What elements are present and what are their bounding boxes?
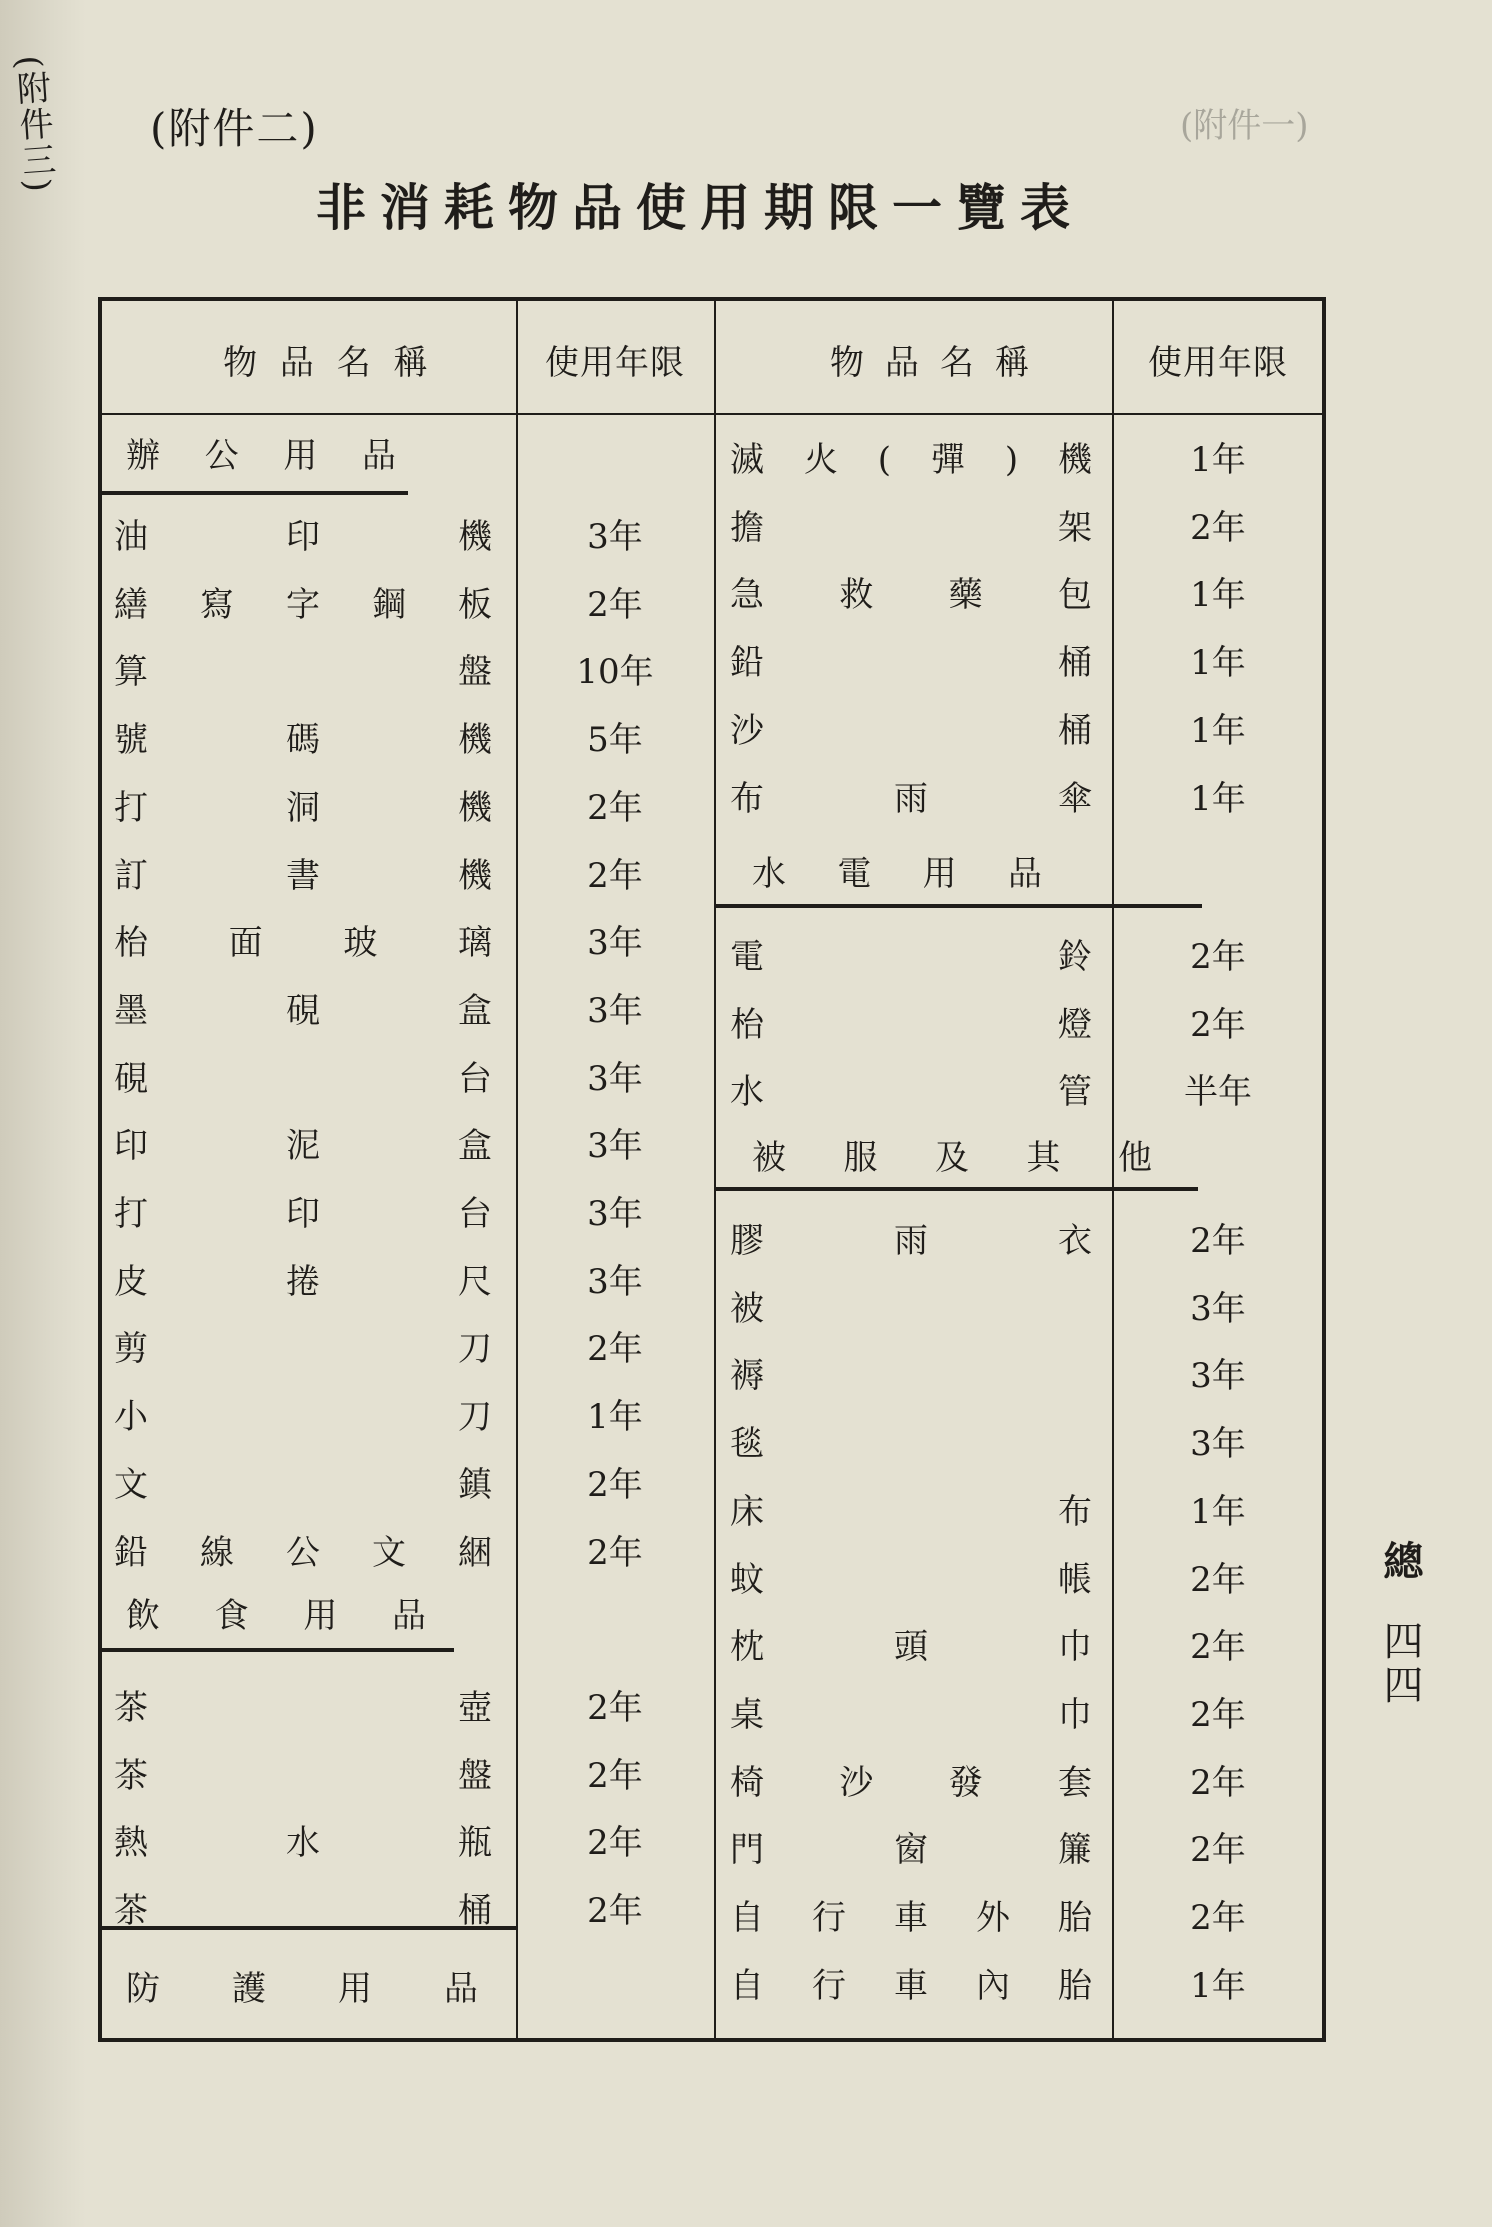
office-item-years: 3年 xyxy=(587,1058,643,1099)
protect-item-years: 2年 xyxy=(1190,507,1246,548)
clothing-item-name: 膠 雨 衣 xyxy=(730,1221,1092,1261)
office-item-years: 2年 xyxy=(587,1464,643,1505)
clothing-item-years: 3年 xyxy=(1190,1288,1246,1329)
clothing-item-years: 1年 xyxy=(1190,1491,1246,1532)
spine-attachment-label: (附件三) xyxy=(8,54,58,196)
office-item-name: 打 印 台 xyxy=(114,1194,492,1234)
utility-item-name: 電 鈴 xyxy=(730,937,1092,977)
office-item-name: 硯 台 xyxy=(114,1058,492,1099)
dining-item-years: 2年 xyxy=(587,1688,643,1728)
page-number: 四四 xyxy=(1377,1620,1423,1708)
items-table xyxy=(98,297,1326,2042)
section-heading: 水 電 用 品 xyxy=(752,854,1042,894)
office-item-name: 小 刀 xyxy=(114,1397,492,1438)
dining-item-years: 2年 xyxy=(587,1755,643,1796)
protect-item-years: 1年 xyxy=(1190,440,1246,480)
office-item-name: 墨 硯 盒 xyxy=(114,990,492,1031)
section-rule xyxy=(714,1187,1198,1191)
protect-item-years: 1年 xyxy=(1190,778,1246,819)
clothing-item-years: 3年 xyxy=(1190,1356,1246,1397)
dining-item-years: 2年 xyxy=(587,1823,643,1864)
office-item-name: 剪 刀 xyxy=(114,1329,492,1370)
office-item-years: 2年 xyxy=(587,787,643,828)
protect-item-name: 擔 架 xyxy=(730,507,1092,548)
office-item-name: 訂 書 機 xyxy=(114,855,492,896)
utility-item-years: 半年 xyxy=(1184,1072,1252,1113)
attachment-label: (附件二) xyxy=(150,104,319,153)
side-margin-word: 總 xyxy=(1377,1540,1424,1586)
office-item-years: 3年 xyxy=(587,1261,643,1302)
clothing-item-name: 桌 巾 xyxy=(730,1694,1092,1735)
clothing-item-name: 毯 xyxy=(730,1424,764,1465)
utility-item-name: 枱 燈 xyxy=(730,1004,1092,1045)
dining-item-name: 茶 壺 xyxy=(114,1688,492,1728)
header-years-right: 使用年限 xyxy=(1148,343,1288,383)
utility-item-years: 2年 xyxy=(1190,1004,1246,1045)
clothing-item-name: 自 行 車 外 胎 xyxy=(730,1898,1092,1938)
clothing-item-name: 自 行 車 內 胎 xyxy=(730,1965,1092,2006)
section-heading: 飲 食 用 品 xyxy=(126,1596,426,1636)
office-item-name: 繕 寫 字 鋼 板 xyxy=(114,584,492,625)
book-spine xyxy=(0,0,86,2227)
protect-item-years: 1年 xyxy=(1190,643,1246,684)
protect-item-name: 布 雨 傘 xyxy=(730,778,1092,819)
clothing-item-years: 2年 xyxy=(1190,1694,1246,1735)
office-item-years: 10年 xyxy=(576,652,654,693)
header-name-right: 物 品 名 稱 xyxy=(830,343,1030,383)
clothing-item-years: 2年 xyxy=(1190,1898,1246,1938)
protect-item-name: 急 救 藥 包 xyxy=(730,575,1092,616)
utility-item-years: 2年 xyxy=(1190,937,1246,977)
protect-item-years: 1年 xyxy=(1190,710,1246,751)
office-item-years: 5年 xyxy=(587,720,643,761)
office-item-name: 皮 捲 尺 xyxy=(114,1261,492,1302)
office-item-years: 3年 xyxy=(587,1194,643,1234)
protect-item-name: 鉛 桶 xyxy=(730,643,1092,684)
office-item-years: 3年 xyxy=(587,990,643,1031)
clothing-item-years: 1年 xyxy=(1190,1965,1246,2006)
section-rule xyxy=(102,1648,454,1652)
dining-item-years: 2年 xyxy=(587,1891,643,1932)
office-item-name: 算 盤 xyxy=(114,652,492,693)
clothing-item-years: 2年 xyxy=(1190,1627,1246,1668)
header-rule xyxy=(102,413,1326,415)
office-item-years: 3年 xyxy=(587,517,643,557)
section-heading: 辦 公 用 品 xyxy=(126,436,396,476)
office-item-name: 枱 面 玻 璃 xyxy=(114,923,492,964)
office-item-years: 2年 xyxy=(587,1532,643,1573)
protect-item-name: 滅 火 ( 彈 ) 機 xyxy=(730,440,1092,480)
protect-item-name: 沙 桶 xyxy=(730,710,1092,751)
bleed-through-label: (附件一) xyxy=(1180,106,1309,146)
section-rule xyxy=(102,491,408,495)
clothing-item-name: 被 xyxy=(730,1288,764,1329)
office-item-years: 3年 xyxy=(587,923,643,964)
header-years-left: 使用年限 xyxy=(545,343,685,383)
office-item-years: 2年 xyxy=(587,855,643,896)
clothing-item-years: 2年 xyxy=(1190,1762,1246,1803)
office-item-years: 2年 xyxy=(587,584,643,625)
utility-item-name: 水 管 xyxy=(730,1072,1092,1113)
dining-item-name: 茶 桶 xyxy=(114,1891,492,1932)
office-item-years: 1年 xyxy=(587,1397,643,1438)
office-item-years: 3年 xyxy=(587,1126,643,1167)
clothing-item-name: 枕 頭 巾 xyxy=(730,1627,1092,1668)
section-rule xyxy=(714,904,1202,908)
page-title: 非消耗物品使用期限一覽表 xyxy=(316,178,1084,237)
clothing-item-name: 蚊 帳 xyxy=(730,1559,1092,1600)
dining-item-name: 熱 水 瓶 xyxy=(114,1823,492,1864)
office-item-years: 2年 xyxy=(587,1329,643,1370)
office-item-name: 印 泥 盒 xyxy=(114,1126,492,1167)
section-heading: 被 服 及 其 他 xyxy=(752,1138,1152,1178)
office-item-name: 文 鎮 xyxy=(114,1464,492,1505)
section-heading: 防 護 用 品 xyxy=(126,1969,478,2009)
office-item-name: 打 洞 機 xyxy=(114,787,492,828)
header-name-left: 物 品 名 稱 xyxy=(223,343,429,383)
clothing-item-years: 2年 xyxy=(1190,1830,1246,1871)
clothing-item-years: 2年 xyxy=(1190,1559,1246,1600)
dining-item-name: 茶 盤 xyxy=(114,1755,492,1796)
clothing-item-name: 褥 xyxy=(730,1356,764,1397)
clothing-item-years: 3年 xyxy=(1190,1424,1246,1465)
office-item-name: 鉛 線 公 文 綑 xyxy=(114,1532,492,1573)
col-divider xyxy=(714,301,716,2038)
office-item-name: 油 印 機 xyxy=(114,517,492,557)
clothing-item-name: 椅 沙 發 套 xyxy=(730,1762,1092,1803)
clothing-item-name: 門 窗 簾 xyxy=(730,1830,1092,1871)
protect-item-years: 1年 xyxy=(1190,575,1246,616)
clothing-item-years: 2年 xyxy=(1190,1221,1246,1261)
clothing-item-name: 床 布 xyxy=(730,1491,1092,1532)
office-item-name: 號 碼 機 xyxy=(114,720,492,761)
